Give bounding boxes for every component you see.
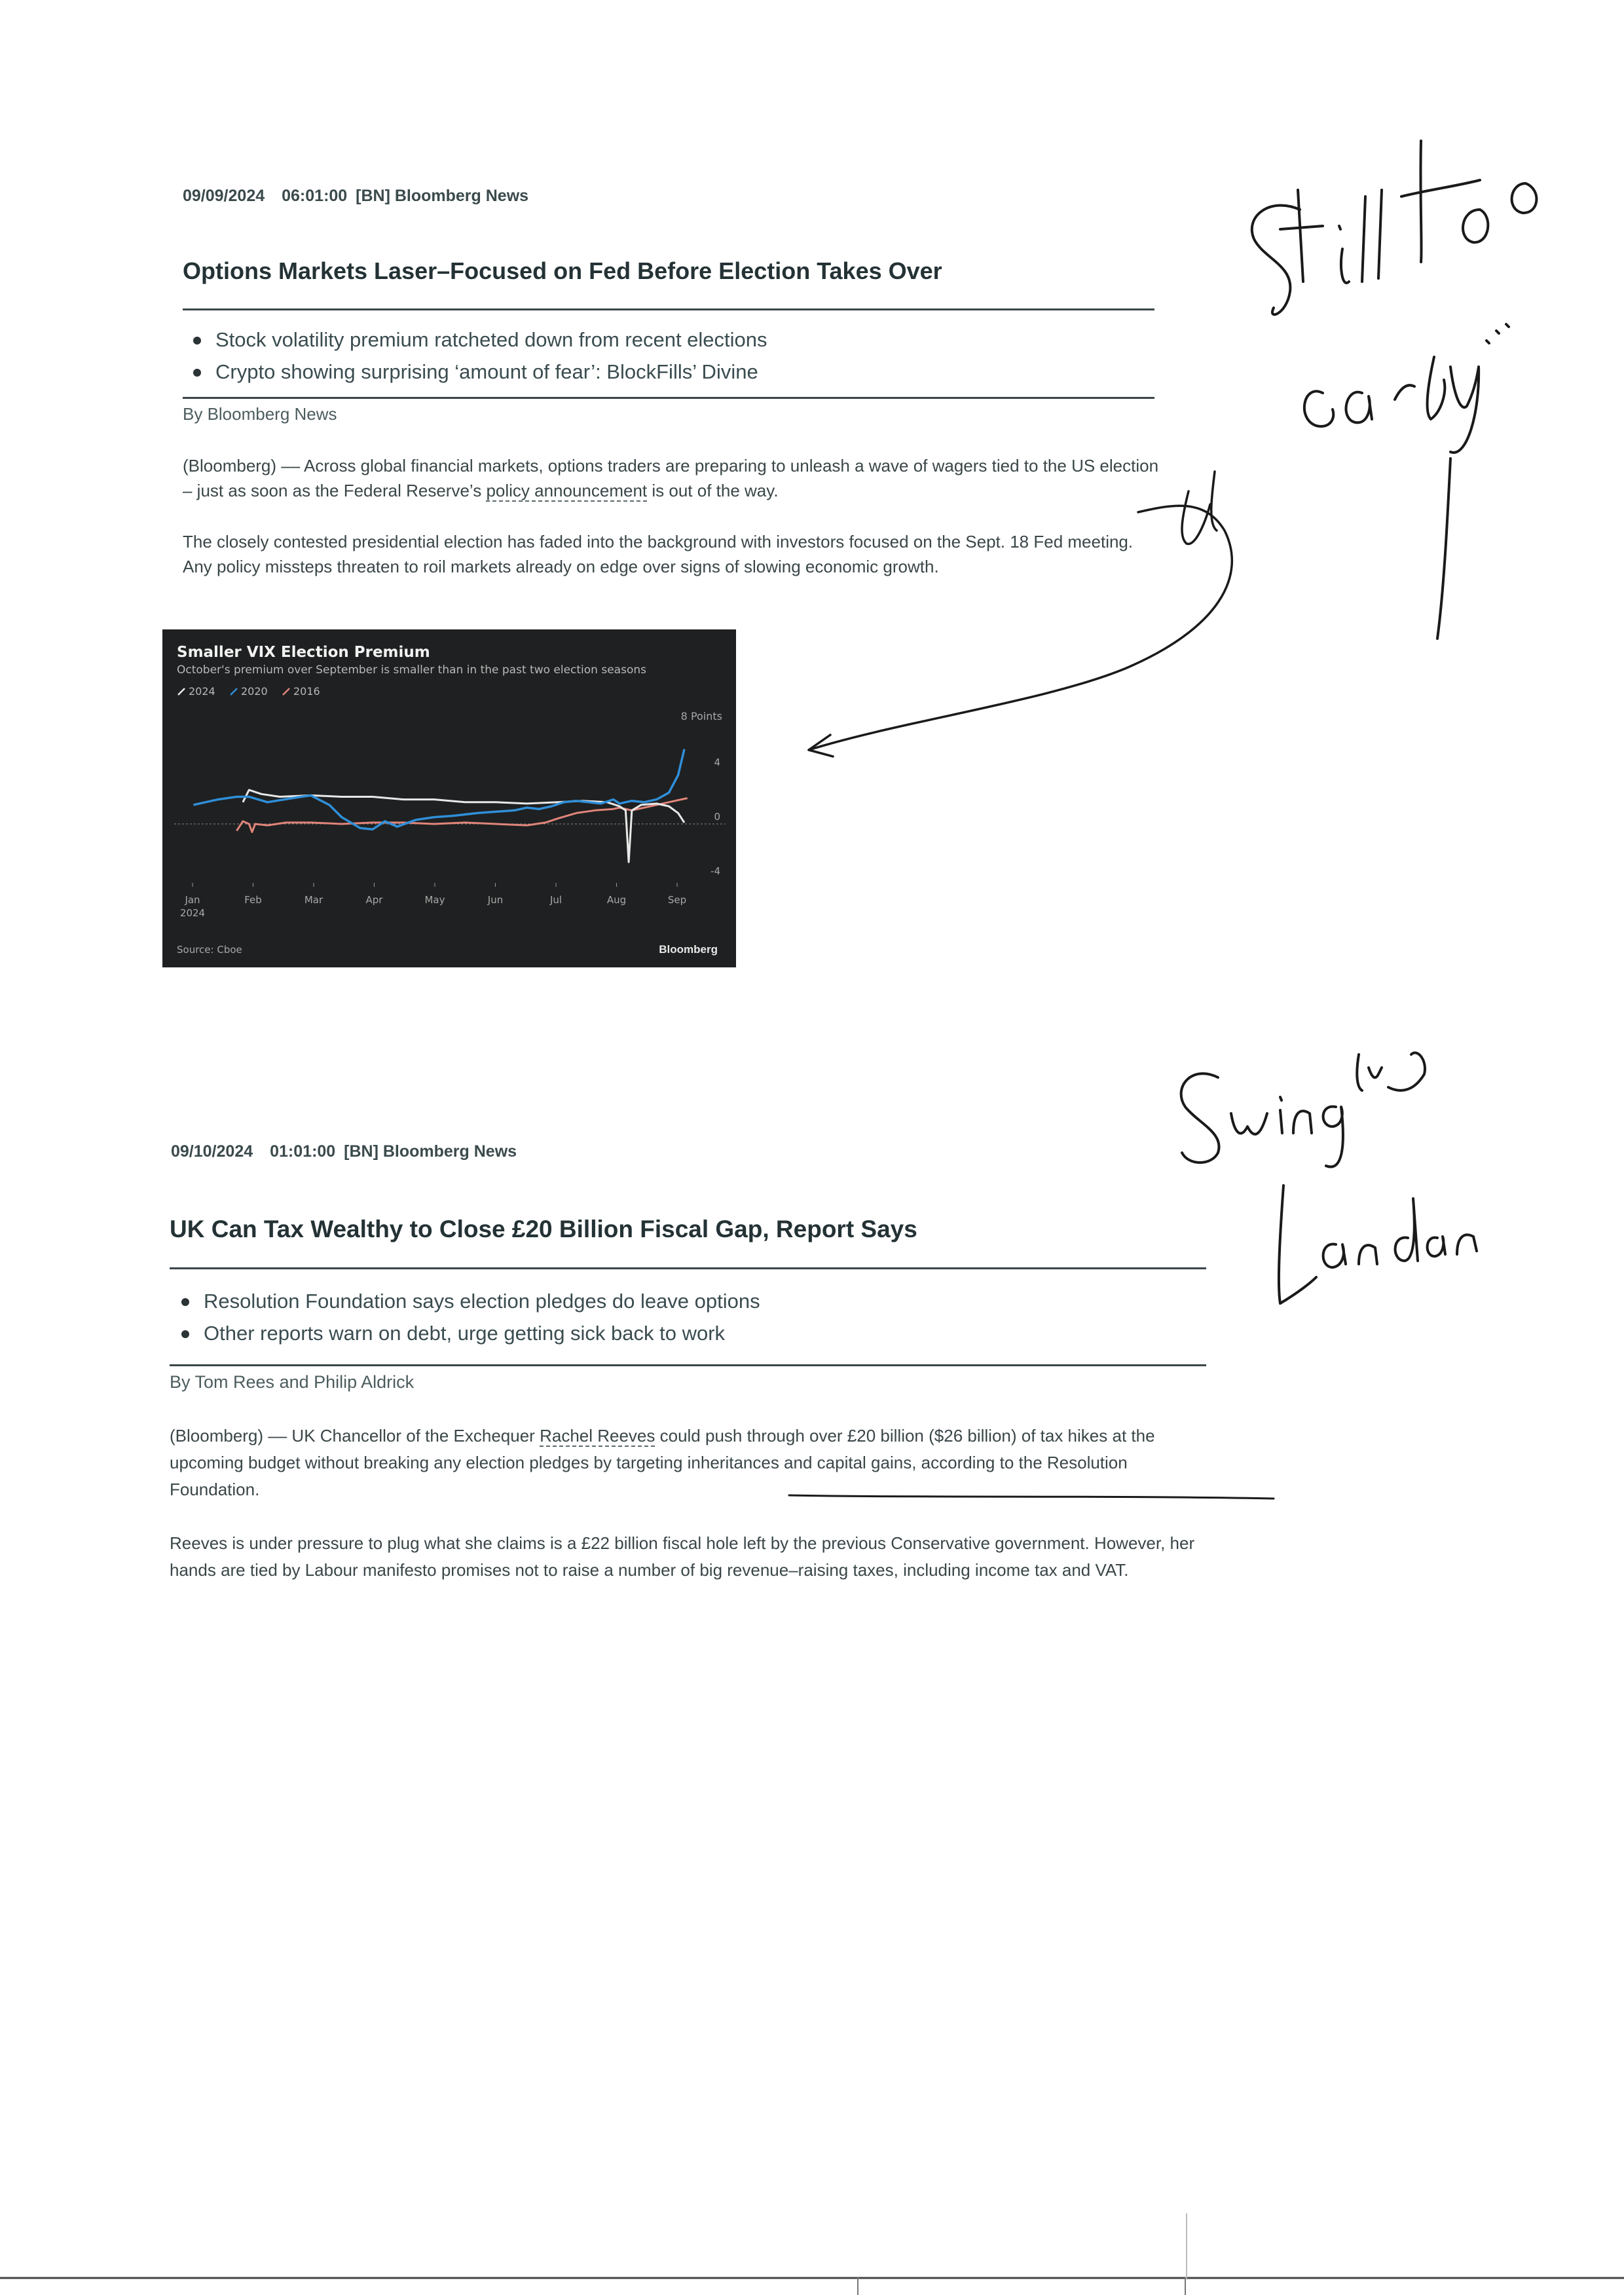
chart-x-tick-label: Sep <box>667 894 687 906</box>
article2-bullet-list <box>177 1285 760 1349</box>
article2-byline: By Tom Rees and Philip Aldrick <box>170 1372 415 1392</box>
article1-bullet: Stock volatility premium ratcheted down from recent elections <box>189 324 767 356</box>
chart-legend <box>178 685 320 698</box>
handwritten-note-swinging-london <box>1181 1053 1477 1303</box>
article2-meta <box>171 1142 517 1161</box>
chart-brand: Bloomberg <box>659 943 718 956</box>
article1-paragraph-1 <box>183 453 1165 503</box>
chart-x-tick-label: Apr <box>365 894 383 906</box>
legend-swatch-2024 <box>178 688 185 695</box>
article1-time: 06:01:00 <box>282 187 348 205</box>
article1-paragraph-2: The closely contested presidential election has faded into the background with investors focused on the Sept. 18 Fed meeting. Any policy missteps threaten to roil markets already on edge over signs of slowing economic growth. <box>183 532 1134 576</box>
legend-swatch-2020 <box>231 688 237 695</box>
article1-meta <box>183 187 528 206</box>
chart-x-tick-label: Mar <box>304 894 323 906</box>
chart-canvas <box>162 629 736 967</box>
article2-p1-text-end: could push through over £20 billion ($26 billion) of tax hikes at the upcoming budget without breaking any election pledges by targeting inheritances and capital gains, according to the Resolution Foundation. <box>170 1426 1155 1499</box>
chart-x-tick-label: May <box>424 894 445 906</box>
article1-p1-text-end: is out of the way. <box>647 481 779 500</box>
chart-subtitle: October's premium over September is smaller than in the past two election seasons <box>177 663 646 677</box>
chart-series <box>193 749 687 862</box>
article2-title[interactable]: UK Can Tax Wealthy to Close £20 Billion Fiscal Gap, Report Says <box>170 1216 917 1242</box>
article1-date: 09/09/2024 <box>183 187 265 205</box>
chart-unit-label: 8 Points <box>680 710 722 722</box>
article2-time: 01:01:00 <box>270 1142 336 1161</box>
chart-x-tick-label: Jul <box>549 894 563 906</box>
article2-paragraph-2: Reeves is under pressure to plug what she claims is a £22 billion fiscal hole left by the previous Conservative government. However, her hands are tied by Labour manifesto promises not to raise a number of big revenue–raising taxes, including income tax and VAT. <box>170 1533 1195 1580</box>
series-line-2024 <box>243 790 684 862</box>
article1-bullets-rule <box>183 397 1154 399</box>
chart-x-tick-label: Feb <box>244 894 262 906</box>
legend-label-2020: 2020 <box>241 685 268 698</box>
chart-y-tick-label: -4 <box>710 865 720 877</box>
article2-date: 09/10/2024 <box>171 1142 253 1161</box>
article1-bullet: Crypto showing surprising ‘amount of fear’: BlockFills’ Divine <box>189 356 767 388</box>
series-line-2020 <box>193 749 684 829</box>
scan-edge-marks <box>858 2278 1185 2295</box>
article1-source: [BN] Bloomberg News <box>356 187 529 205</box>
chart-x-tick-label: Jun <box>487 894 504 906</box>
chart-x-tick-label: Jan <box>185 894 200 906</box>
chart-y-tick-label: 0 <box>714 811 720 823</box>
article1-title[interactable]: Options Markets Laser–Focused on Fed Before Election Takes Over <box>183 257 942 284</box>
article2-bullets-rule <box>170 1364 1206 1366</box>
rachel-reeves-link[interactable]: Rachel Reeves <box>540 1426 655 1446</box>
chart-y-tick-label: 4 <box>714 756 720 768</box>
handwritten-arrow-mark <box>809 472 1232 756</box>
article2-p1-text: (Bloomberg) –– UK Chancellor of the Exchequer <box>170 1426 540 1446</box>
chart-source: Source: Cboe <box>177 944 242 956</box>
article2-paragraph-1 <box>170 1423 1211 1503</box>
article2-bullet: Resolution Foundation says election pledges do leave options <box>177 1285 760 1317</box>
legend-swatch-2016 <box>283 688 289 695</box>
article1-title-rule <box>183 308 1154 310</box>
chart-x-tick-label: Aug <box>606 894 627 906</box>
article2-title-rule <box>170 1267 1206 1269</box>
vix-election-premium-chart <box>162 629 736 967</box>
chart-x-axis <box>180 883 686 919</box>
policy-announcement-link[interactable]: policy announcement <box>486 481 648 500</box>
article2-source: [BN] Bloomberg News <box>344 1142 517 1161</box>
article1-byline: By Bloomberg News <box>183 404 337 424</box>
chart-title: Smaller VIX Election Premium <box>177 644 430 661</box>
article2-bullet: Other reports warn on debt, urge getting sick back to work <box>177 1317 760 1349</box>
handwritten-note-still-too-early <box>1252 141 1537 639</box>
article1-p1-text: (Bloomberg) –– Across global financial markets, options traders are preparing to unleash a wave of wagers tied to the US election – just as soon as the Federal Reserve’s <box>183 456 1159 500</box>
article1-bullet-list <box>189 324 767 388</box>
chart-x-tick-label: 2024 <box>179 907 206 919</box>
legend-label-2016: 2016 <box>293 685 320 698</box>
legend-label-2024: 2024 <box>189 685 215 698</box>
